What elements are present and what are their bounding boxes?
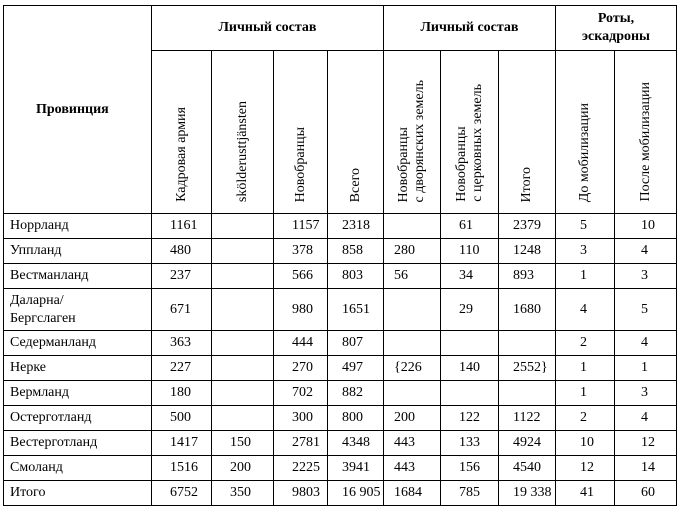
province-name: Даларна/ Бергслаген bbox=[4, 289, 152, 331]
table-cell: 4 bbox=[615, 406, 677, 431]
table-cell: 785 bbox=[441, 481, 499, 506]
table-cell bbox=[441, 381, 499, 406]
table-cell: 9803 bbox=[274, 481, 328, 506]
table-cell: 800 bbox=[328, 406, 384, 431]
table-cell bbox=[499, 381, 556, 406]
table-cell: 500 bbox=[152, 406, 212, 431]
province-name: Вермланд bbox=[4, 381, 152, 406]
table-cell: 1 bbox=[556, 356, 615, 381]
table-cell: 1248 bbox=[499, 239, 556, 264]
table-cell: 566 bbox=[274, 264, 328, 289]
table-cell: 1161 bbox=[152, 214, 212, 239]
table-row bbox=[4, 356, 677, 381]
table-cell: 363 bbox=[152, 331, 212, 356]
table-cell: 16 905 bbox=[328, 481, 384, 506]
table-cell: 4 bbox=[615, 331, 677, 356]
col-header-noble-recruits: Новобранцы с дворянских земель bbox=[384, 51, 441, 214]
province-name: Смоланд bbox=[4, 456, 152, 481]
table-cell: 2781 bbox=[274, 431, 328, 456]
table-cell: 858 bbox=[328, 239, 384, 264]
table-cell: 180 bbox=[152, 381, 212, 406]
table-cell: 6752 bbox=[152, 481, 212, 506]
table-cell bbox=[499, 331, 556, 356]
col-header-skolderust: skölderusttjänsten bbox=[212, 51, 274, 214]
table-cell bbox=[384, 289, 441, 331]
table-cell: 110 bbox=[441, 239, 499, 264]
table-cell: 150 bbox=[212, 431, 274, 456]
table-cell: 3 bbox=[615, 264, 677, 289]
table-cell: 200 bbox=[212, 456, 274, 481]
table-row bbox=[4, 456, 677, 481]
province-name: Вестманланд bbox=[4, 264, 152, 289]
table-cell: 270 bbox=[274, 356, 328, 381]
table-cell: 350 bbox=[212, 481, 274, 506]
table-cell bbox=[212, 406, 274, 431]
table-cell: 893 bbox=[499, 264, 556, 289]
table-cell: 1 bbox=[556, 381, 615, 406]
table-cell: 1684 bbox=[384, 481, 441, 506]
table-cell bbox=[212, 214, 274, 239]
table-cell: 4 bbox=[615, 239, 677, 264]
table-cell: 227 bbox=[152, 356, 212, 381]
col-header-total: Всего bbox=[328, 51, 384, 214]
table-cell: 61 bbox=[441, 214, 499, 239]
table-cell: 3941 bbox=[328, 456, 384, 481]
table-row bbox=[4, 289, 677, 331]
col-header-after-mobilization: После мобилизации bbox=[615, 51, 677, 214]
col-header-recruits: Новобранцы bbox=[274, 51, 328, 214]
table-row bbox=[4, 331, 677, 356]
table-row bbox=[4, 239, 677, 264]
table-cell: 56 bbox=[384, 264, 441, 289]
table-cell: 882 bbox=[328, 381, 384, 406]
table-cell: 980 bbox=[274, 289, 328, 331]
table-cell: 1680 bbox=[499, 289, 556, 331]
table-cell: 4924 bbox=[499, 431, 556, 456]
table-cell: 2552} bbox=[499, 356, 556, 381]
col-header-cadre: Кадровая армия bbox=[152, 51, 212, 214]
table-cell: 29 bbox=[441, 289, 499, 331]
table-cell: 2225 bbox=[274, 456, 328, 481]
table-cell: 12 bbox=[615, 431, 677, 456]
table-cell: 2 bbox=[556, 331, 615, 356]
table-cell: 200 bbox=[384, 406, 441, 431]
table-cell: 4540 bbox=[499, 456, 556, 481]
table-cell: 237 bbox=[152, 264, 212, 289]
table-cell: 1516 bbox=[152, 456, 212, 481]
table-cell bbox=[441, 331, 499, 356]
province-name: Уппланд bbox=[4, 239, 152, 264]
table-cell: 5 bbox=[556, 214, 615, 239]
table-cell: 378 bbox=[274, 239, 328, 264]
table-cell: 4 bbox=[556, 289, 615, 331]
table-cell: 19 338 bbox=[499, 481, 556, 506]
table-cell: 1122 bbox=[499, 406, 556, 431]
table-cell: 34 bbox=[441, 264, 499, 289]
table-cell: 803 bbox=[328, 264, 384, 289]
table-cell: 122 bbox=[441, 406, 499, 431]
table-cell: {226 bbox=[384, 356, 441, 381]
table-cell bbox=[212, 289, 274, 331]
table-cell: 2318 bbox=[328, 214, 384, 239]
province-name: Вестерготланд bbox=[4, 431, 152, 456]
companies-header bbox=[556, 6, 677, 51]
table-cell: 12 bbox=[556, 456, 615, 481]
table-cell bbox=[212, 356, 274, 381]
table-cell: 1651 bbox=[328, 289, 384, 331]
table-row bbox=[4, 431, 677, 456]
province-name: Норрланд bbox=[4, 214, 152, 239]
table-cell bbox=[212, 331, 274, 356]
col-header-before-mobilization: До мобилизации bbox=[556, 51, 615, 214]
table-cell: 1417 bbox=[152, 431, 212, 456]
province-name: Нерке bbox=[4, 356, 152, 381]
table-cell: 280 bbox=[384, 239, 441, 264]
col-header-sum: Итого bbox=[499, 51, 556, 214]
table-cell: 1157 bbox=[274, 214, 328, 239]
col-header-church-recruits: Новобранцы с церковных земель bbox=[441, 51, 499, 214]
province-name: Седерманланд bbox=[4, 331, 152, 356]
table-cell: 300 bbox=[274, 406, 328, 431]
table-cell: 702 bbox=[274, 381, 328, 406]
table-cell bbox=[384, 381, 441, 406]
companies-header-line1: Роты, bbox=[597, 11, 635, 26]
table-cell: 133 bbox=[441, 431, 499, 456]
table-cell: 4348 bbox=[328, 431, 384, 456]
province-name: Остерготланд bbox=[4, 406, 152, 431]
table-cell bbox=[384, 331, 441, 356]
table-cell: 60 bbox=[615, 481, 677, 506]
table-cell bbox=[384, 214, 441, 239]
table-cell: 443 bbox=[384, 456, 441, 481]
table-cell bbox=[212, 239, 274, 264]
table-cell: 1 bbox=[556, 264, 615, 289]
table-cell: 480 bbox=[152, 239, 212, 264]
table-cell: 14 bbox=[615, 456, 677, 481]
table-row bbox=[4, 481, 677, 506]
table-cell bbox=[212, 264, 274, 289]
table-cell: 10 bbox=[556, 431, 615, 456]
province-header: Провинция bbox=[4, 6, 152, 214]
table-cell: 807 bbox=[328, 331, 384, 356]
companies-header-line2: эскадроны bbox=[582, 29, 650, 44]
table-cell: 444 bbox=[274, 331, 328, 356]
recruitment-table bbox=[3, 5, 677, 506]
table-cell bbox=[212, 381, 274, 406]
table-row bbox=[4, 214, 677, 239]
table-row bbox=[4, 381, 677, 406]
table-cell: 10 bbox=[615, 214, 677, 239]
table-cell: 2 bbox=[556, 406, 615, 431]
table-row bbox=[4, 264, 677, 289]
table-body bbox=[4, 214, 677, 506]
table-cell: 5 bbox=[615, 289, 677, 331]
table-row bbox=[4, 406, 677, 431]
table-cell: 1 bbox=[615, 356, 677, 381]
personnel-header-1: Личный состав bbox=[152, 6, 384, 51]
table-cell: 671 bbox=[152, 289, 212, 331]
province-name: Итого bbox=[4, 481, 152, 506]
table-cell: 443 bbox=[384, 431, 441, 456]
personnel-header-2: Личный состав bbox=[384, 6, 556, 51]
table-cell: 2379 bbox=[499, 214, 556, 239]
table-cell: 41 bbox=[556, 481, 615, 506]
table-cell: 3 bbox=[556, 239, 615, 264]
table-cell: 497 bbox=[328, 356, 384, 381]
table-cell: 156 bbox=[441, 456, 499, 481]
table-cell: 140 bbox=[441, 356, 499, 381]
table-cell: 3 bbox=[615, 381, 677, 406]
